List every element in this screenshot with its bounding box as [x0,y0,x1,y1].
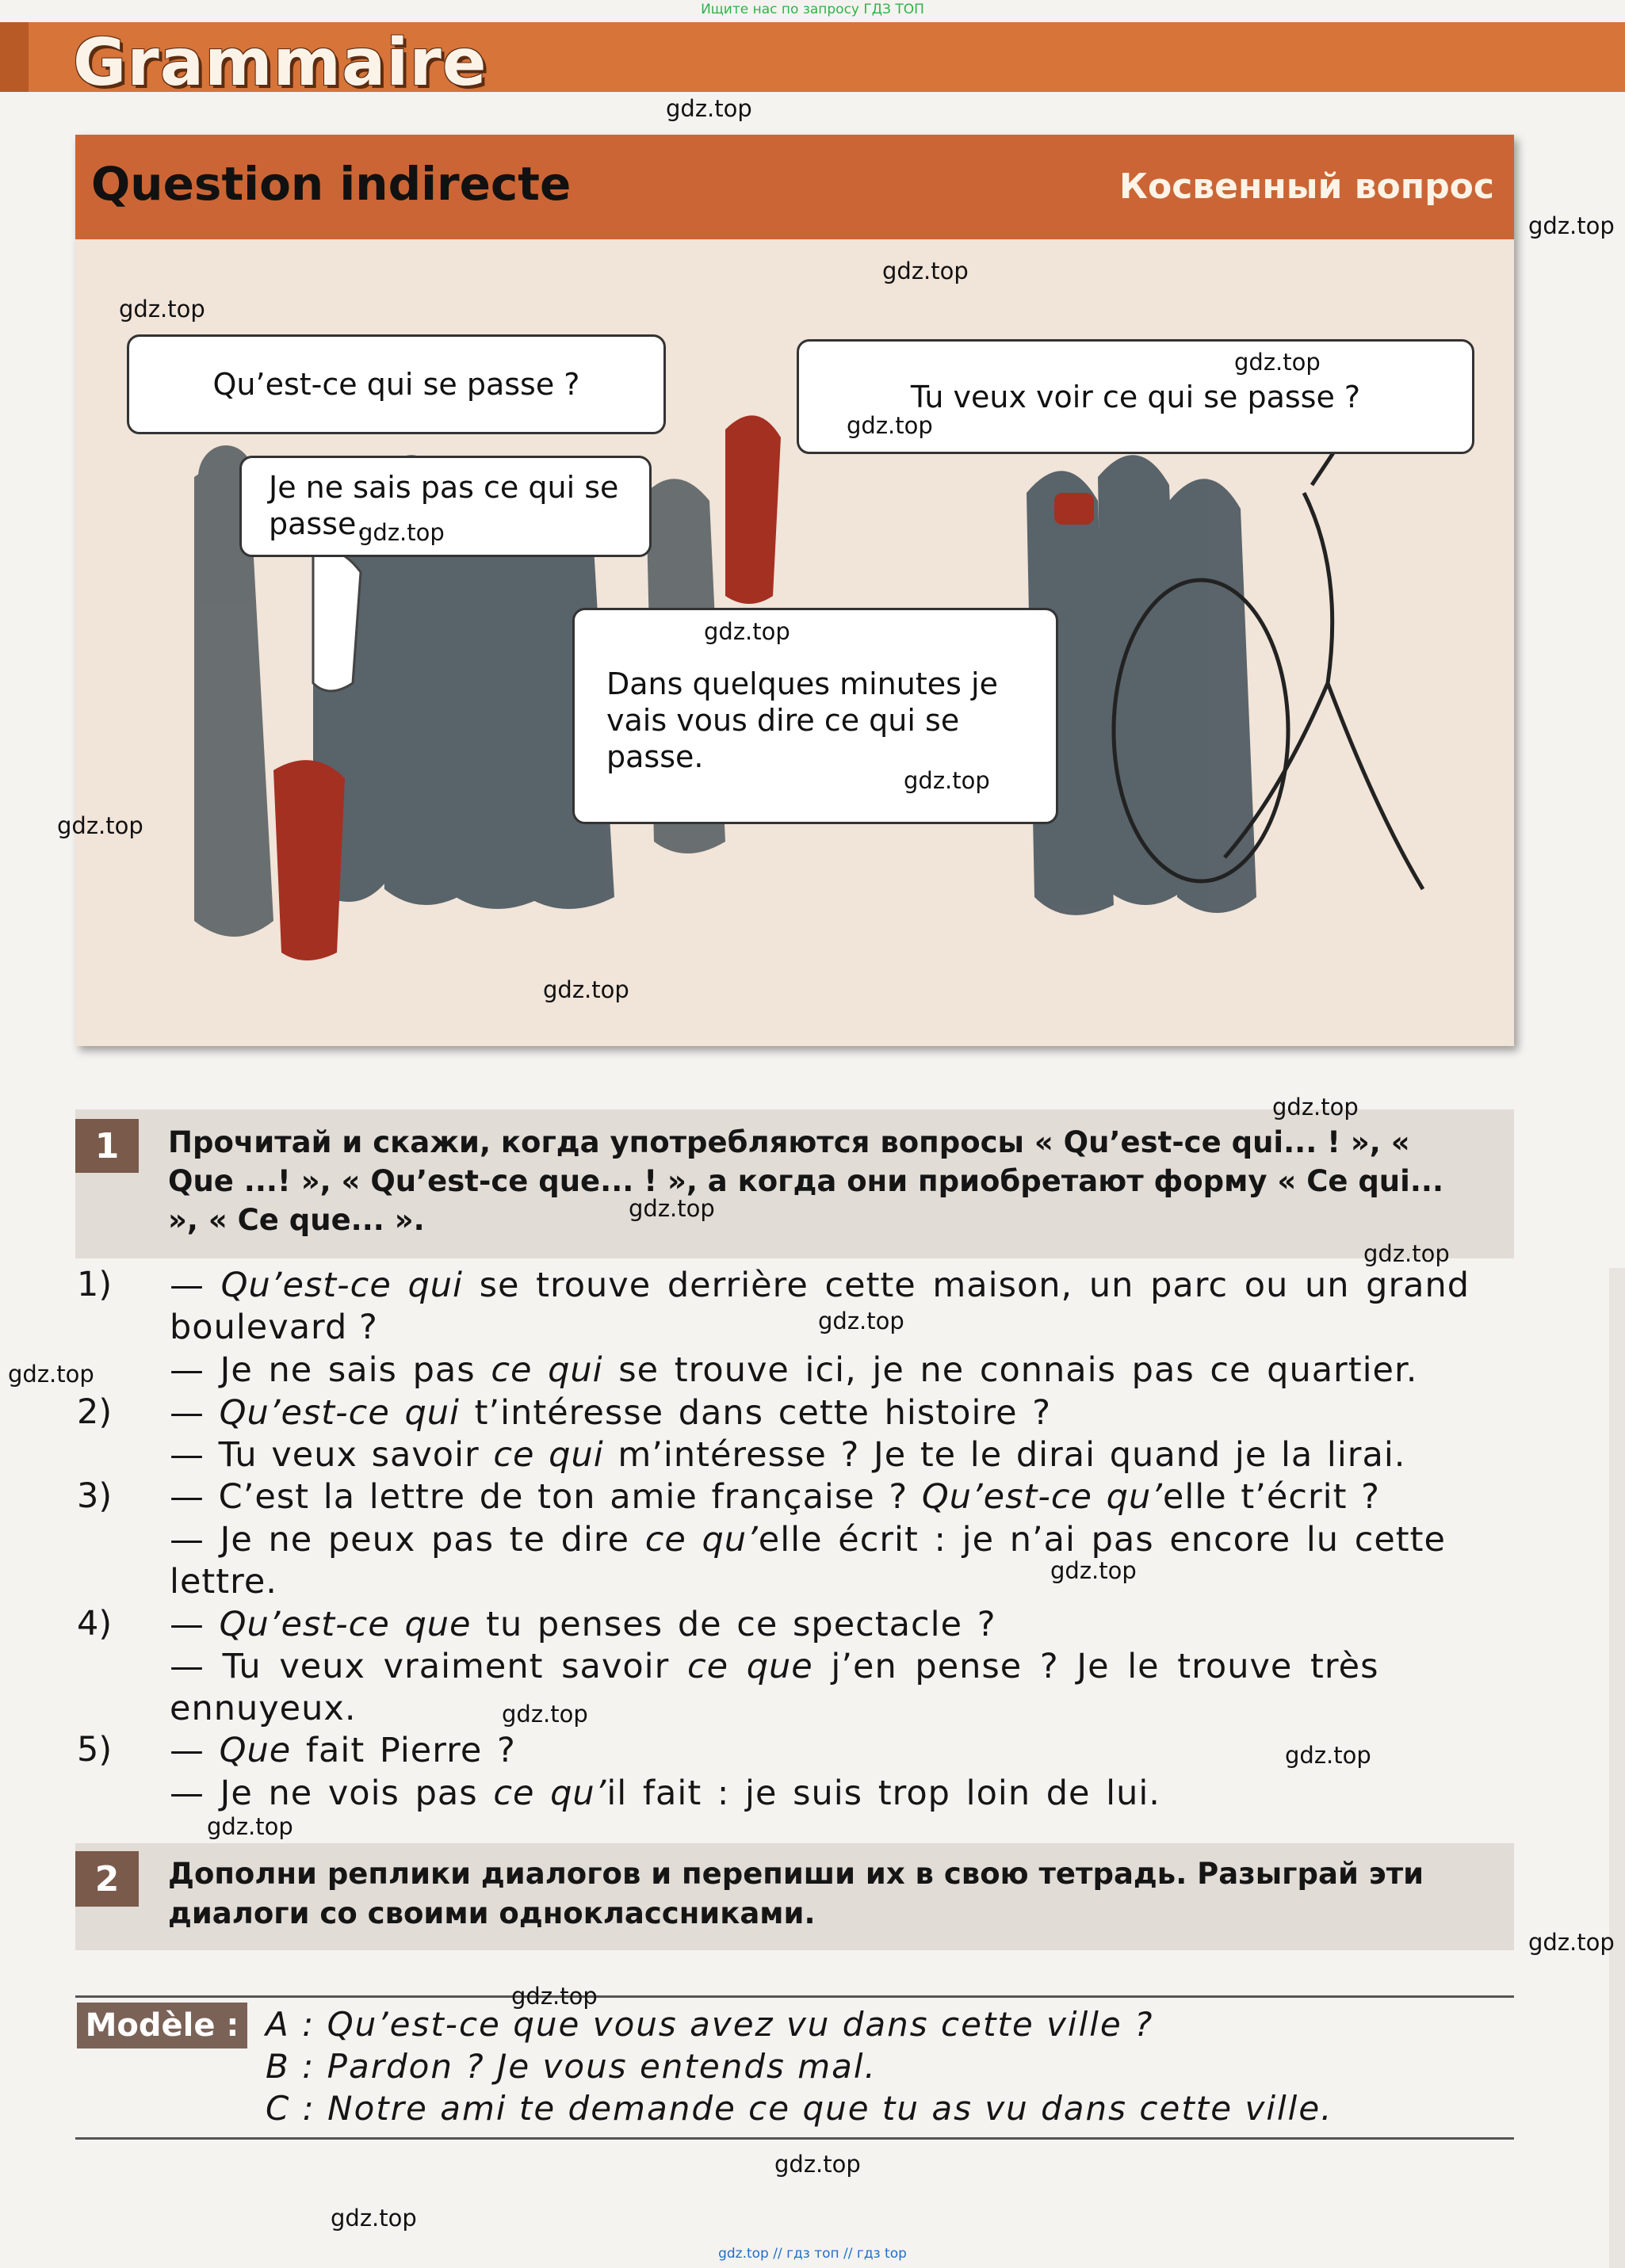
watermark: gdz.top [666,95,752,122]
watermark: gdz.top [774,2151,861,2178]
watermark: gdz.top [207,1813,293,1840]
watermark: gdz.top [704,618,790,645]
watermark: gdz.top [8,1361,94,1388]
exercise-1-number: 1 [75,1119,139,1173]
speech-bubble-2 [239,456,652,557]
watermark: gdz.top [502,1701,588,1728]
speech-bubble-3-text: Tu veux voir ce qui se passe ? [910,379,1361,414]
watermark: gdz.top [1363,1240,1450,1267]
dialogue-line: — Tu veux savoir ce qui m’intéresse ? Je te le dirai quand je la lirai. [170,1435,1406,1475]
watermark: gdz.top [1285,1742,1371,1769]
dialogue-line: ennuyeux. [170,1689,357,1728]
watermark: gdz.top [331,2205,417,2232]
dialogue-line: boulevard ? [170,1308,378,1347]
dialogue-line: — Qu’est-ce qui t’intéresse dans cette histoire ? [170,1393,1052,1433]
model-top-rule [75,1995,1514,1998]
watermark: gdz.top [1528,1929,1615,1956]
speech-bubble-4-text: Dans quelques minutes je vais vous dire ce qui se passe. [606,666,998,774]
model-line-b: B : Pardon ? Je vous entends mal. [266,2047,877,2086]
dialogue-line: — Qu’est-ce qui se trouve derrière cette maison, un parc ou un grand [170,1266,1470,1305]
panel-subtitle: Косвенный вопрос [1119,166,1494,207]
dialogue-line: lettre. [170,1562,277,1602]
watermark: gdz.top [847,412,933,439]
top-notice: Ищите нас по запросу ГДЗ ТОП [701,2,924,17]
exercise-2-instruction: Дополни реплики диалогов и перепиши их в свою тетрадь. Разыграй эти диалоги со своими одноклассниками. [168,1857,1424,1930]
dialogue-line: — Tu veux vraiment savoir ce que j’en pense ? Je le trouve très [170,1647,1379,1686]
panel-title: Question indirecte [91,157,572,211]
speech-bubble-1 [127,334,666,434]
watermark: gdz.top [358,519,445,546]
dialogue-line: — Que fait Pierre ? [170,1731,516,1770]
watermark: gdz.top [1272,1094,1359,1121]
bottom-notice: gdz.top // гдз топ // гдз top [718,2246,907,2262]
watermark: gdz.top [119,296,205,323]
model-line-a: A : Qu’est-ce que vous avez vu dans cette ville ? [266,2005,1154,2044]
watermark: gdz.top [1528,212,1615,239]
watermark: gdz.top [904,767,990,794]
watermark: gdz.top [57,812,143,839]
watermark: gdz.top [543,976,629,1003]
item-number: 2) [77,1392,113,1432]
watermark: gdz.top [882,258,969,284]
item-number: 4) [77,1604,113,1644]
exercise-1-instruction: Прочитай и скажи, когда употребляются вопросы « Qu’est-ce qui... ! », « Que ...! », « Qu’est-ce que... ! », а когда они приобретают форму « Ce qui... », « Ce que... ». [168,1125,1443,1237]
dialogue-line: — C’est la lettre de ton amie française ? Qu’est-ce qu’elle t’écrit ? [170,1477,1380,1517]
speech-bubble-2-text: Je ne sais pas ce qui se passe. [269,470,619,541]
watermark: gdz.top [629,1195,715,1222]
watermark: gdz.top [1234,349,1321,376]
dialogue-line: — Je ne sais pas ce qui se trouve ici, je ne connais pas ce quartier. [170,1350,1418,1390]
watermark: gdz.top [1050,1557,1137,1584]
item-number: 5) [77,1730,113,1770]
item-number: 3) [77,1476,113,1516]
speech-bubble-1-text: Qu’est-ce qui se passe ? [212,367,580,402]
header-band-accent [0,22,29,92]
exercise-2-number: 2 [75,1851,139,1907]
dialogue-line: — Qu’est-ce que tu penses de ce spectacle ? [170,1605,996,1644]
item-number: 1) [77,1265,113,1304]
page-title: Grammaire [73,25,488,101]
watermark: gdz.top [511,1983,598,2010]
dialogue-line: — Je ne peux pas te dire ce qu’elle écrit : je n’ai pas encore lu cette [170,1520,1446,1560]
watermark: gdz.top [818,1308,904,1334]
dialogue-line: — Je ne vois pas ce qu’il fait : je suis trop loin de lui. [170,1774,1160,1813]
model-line-c: C : Notre ami te demande ce que tu as vu dans cette ville. [266,2089,1333,2128]
page-edge [1609,1268,1625,2268]
model-bottom-rule [75,2137,1514,2140]
model-label: Modèle : [77,2003,247,2048]
